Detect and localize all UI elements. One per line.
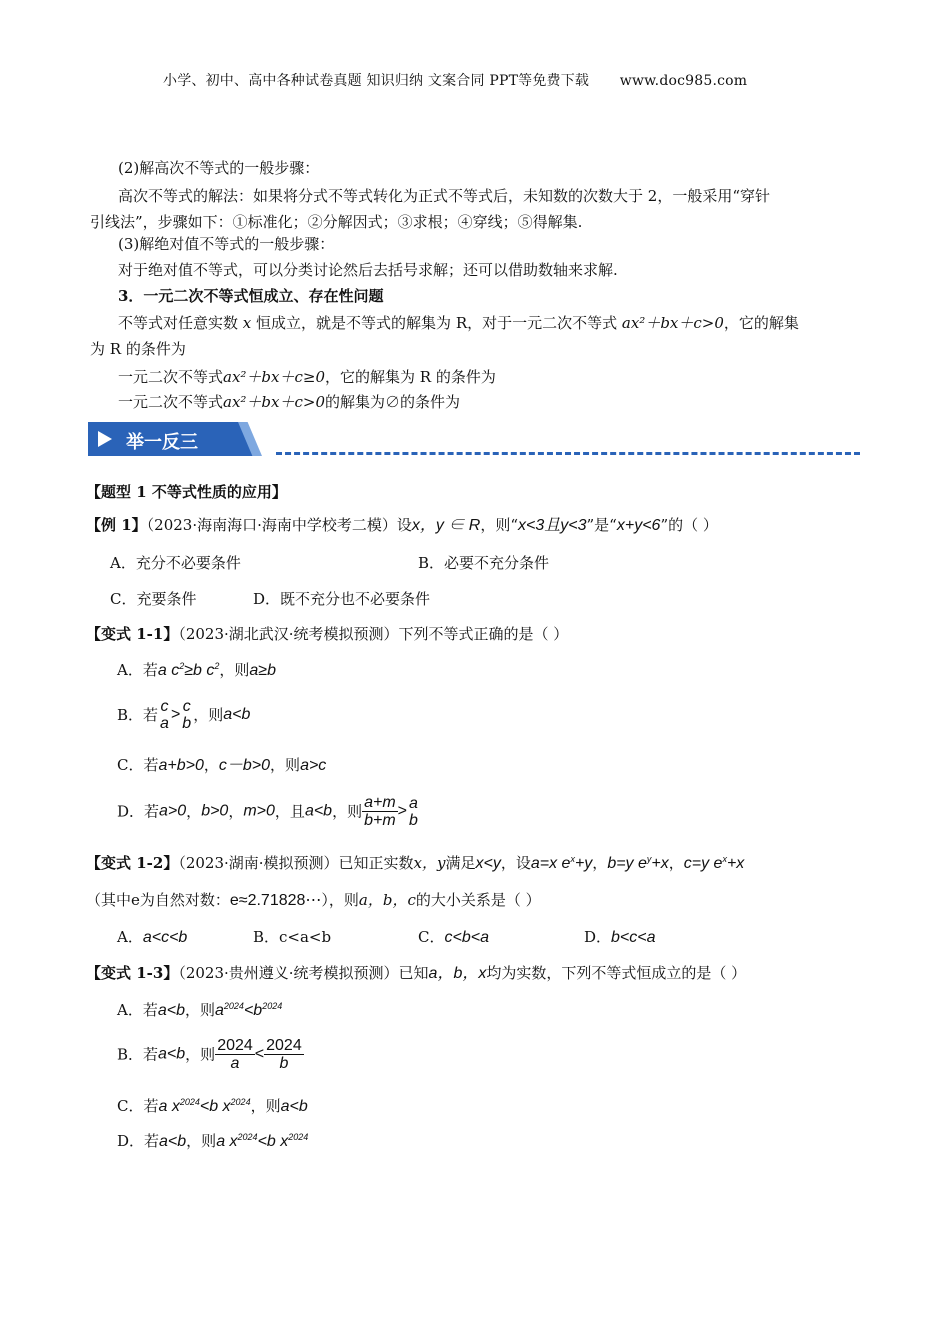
q3-c-expr: c<b<a bbox=[444, 929, 489, 946]
header-url[interactable]: www.doc985.com bbox=[619, 73, 748, 89]
q4-d-label: D．若 bbox=[117, 1132, 160, 1150]
intro-p6-expr: ax²＋bx＋c≥0 bbox=[223, 368, 326, 386]
q4-a-label: A．若 bbox=[117, 1001, 158, 1019]
intro-p5-d: 为 R 的条件为 bbox=[90, 340, 186, 358]
intro-p2a: 高次不等式的解法：如果将分式不等式转化为正式不等式后，未知数的次数大于 2，一般采用“穿针 bbox=[118, 187, 770, 205]
q3-d-label: D． bbox=[584, 928, 612, 946]
q2-d-sep1: ， bbox=[186, 802, 202, 821]
q1-mid: ，则“ bbox=[480, 516, 519, 534]
q3-set: ，设 bbox=[500, 854, 531, 872]
q3-option-b[interactable]: B．c<a<b bbox=[253, 928, 332, 946]
q3-line2-a: （其中e为自然对数： bbox=[86, 891, 230, 909]
q2-a-label: A．若 bbox=[117, 661, 158, 679]
q3-d-expr: b<c<a bbox=[611, 929, 656, 946]
q1-stem bbox=[86, 515, 718, 536]
q2-option-c[interactable] bbox=[117, 755, 326, 776]
q2-c-result: a>c bbox=[300, 757, 327, 774]
intro-p6-b: ，它的解集为 R 的条件为 bbox=[325, 368, 496, 386]
q1-mid2: ”是“ bbox=[586, 516, 617, 534]
q3-option-a[interactable] bbox=[117, 927, 187, 948]
q2-d-frac-right: a b bbox=[409, 794, 418, 829]
section-title: 【题型 1 不等式性质的应用】 bbox=[86, 483, 287, 501]
intro-p4: 对于绝对值不等式，可以分类讨论然后去括号求解；还可以借助数轴来求解. bbox=[118, 261, 618, 279]
q2-d-then: ，则 bbox=[332, 802, 363, 821]
q2-d-frac-left: $\frac{a+m}{b+m}$ bbox=[364, 794, 396, 829]
q3-b-def: b=y $e^y+x$ bbox=[607, 854, 669, 872]
q3-stem-line2 bbox=[86, 890, 541, 911]
q4-c-then: ，则 bbox=[250, 1097, 281, 1115]
q3-cond-expr: x<y bbox=[475, 855, 501, 872]
q2-b-then: ，则 bbox=[193, 706, 224, 724]
q3-xy: x，y bbox=[413, 854, 446, 872]
q2-tag: 【变式 1-1】 bbox=[86, 625, 179, 643]
intro-p5-x: x bbox=[242, 314, 252, 332]
q4-stem bbox=[86, 963, 746, 984]
q2-option-d[interactable]: D．若a>0，b>0，m>0，且a<b，则 $\frac{a+m}{b+m}$ > a b bbox=[117, 794, 418, 829]
q1-cond2: x+y<6 bbox=[616, 517, 661, 534]
q2-b-frac-right: c b bbox=[182, 698, 192, 732]
intro-p6 bbox=[118, 367, 496, 387]
intro-p6-a: 一元二次不等式 bbox=[118, 368, 224, 386]
intro-p7-b: 的解集为∅的条件为 bbox=[325, 393, 461, 411]
q4-d-premise: a<b bbox=[159, 1133, 187, 1150]
q4-b-frac-right: $\frac{2024}{b}$ bbox=[266, 1037, 302, 1072]
q3-a-label: A． bbox=[117, 928, 143, 946]
intro-p5-a: 不等式对任意实数 bbox=[118, 314, 239, 332]
intro-p3: (3)解绝对值不等式的一般步骤： bbox=[118, 235, 335, 253]
q2-c-sep: ， bbox=[203, 756, 219, 774]
intro-p2b: 引线法”，步骤如下：①标准化；②分解因式；③求根；④穿线；⑤得解集. bbox=[90, 213, 583, 231]
q3-stem bbox=[86, 853, 744, 874]
q3-option-d[interactable] bbox=[584, 927, 656, 948]
q4-option-d[interactable] bbox=[117, 1131, 308, 1152]
q4-c-premise: a $x^{2024}<b$ $x^{2024}$ bbox=[158, 1097, 251, 1115]
section-banner bbox=[88, 422, 860, 456]
q3-line2-vars: a，b，c bbox=[358, 891, 416, 909]
q4-b-frac-left: $\frac{2024}{a}$ bbox=[217, 1037, 253, 1072]
intro-heading-3: 3．一元二次不等式恒成立、存在性问题 bbox=[118, 287, 384, 305]
q4-source2: 均为实数，下列不等式恒成立的是（ ） bbox=[486, 964, 747, 982]
q1-vars: x，y ∈ R bbox=[411, 517, 481, 534]
intro-p7 bbox=[118, 392, 460, 412]
q2-c-e1: a+b>0 bbox=[158, 757, 204, 774]
q1-cond1: x<3且y<3 bbox=[518, 517, 587, 534]
banner-label: 举一反三 bbox=[126, 432, 198, 453]
q4-b-premise: a<b bbox=[158, 1045, 186, 1063]
intro-p5 bbox=[118, 313, 799, 333]
q4-a-result: $a^{2024}<b^{2024}$ bbox=[215, 1001, 283, 1019]
intro-p5-expr: ax²＋bx＋c>0 bbox=[621, 314, 724, 332]
page-header bbox=[163, 70, 747, 90]
q3-sep1: ， bbox=[592, 854, 608, 872]
q2-a-then: ，则 bbox=[219, 661, 250, 679]
q4-b-then: ，则 bbox=[185, 1045, 216, 1064]
q4-d-result: a $x^{2024}<b$ $x^{2024}$ bbox=[216, 1132, 309, 1150]
q3-e-value: e≈2.71828⋯ bbox=[229, 892, 322, 909]
q4-option-a[interactable] bbox=[117, 1000, 282, 1021]
q4-option-b[interactable]: B．若a<b，则 $\frac{2024}{a}$ < $\frac{2024}{b}$ bbox=[117, 1037, 302, 1072]
q1-option-a[interactable]: A．充分不必要条件 bbox=[110, 554, 241, 572]
intro-p7-expr: ax²＋bx＋c>0 bbox=[223, 393, 326, 411]
q3-option-c[interactable] bbox=[418, 927, 489, 948]
header-text: 小学、初中、高中各种试卷真题 知识归纳 文案合同 PPT等免费下载 bbox=[163, 73, 590, 89]
q3-a-def: a=x $e^x+y$ bbox=[530, 854, 593, 872]
q4-d-then: ，则 bbox=[186, 1132, 217, 1150]
q4-tag: 【变式 1-3】 bbox=[86, 964, 179, 982]
q4-a-then: ，则 bbox=[184, 1001, 215, 1019]
q4-vars: a，b，x bbox=[428, 965, 487, 982]
q1-option-d[interactable]: D．既不充分也不必要条件 bbox=[253, 590, 431, 608]
q4-option-c[interactable] bbox=[117, 1096, 308, 1117]
q2-option-a[interactable] bbox=[117, 660, 276, 681]
q1-option-c[interactable]: C．充要条件 bbox=[110, 590, 197, 608]
q2-d-e4: a<b bbox=[304, 802, 333, 820]
q1-end: ”的（ ） bbox=[660, 516, 718, 534]
q3-c-label: C． bbox=[418, 928, 445, 946]
q2-source: （2023·湖北武汉·统考模拟预测）下列不等式正确的是（ ） bbox=[178, 625, 569, 643]
q2-d-e3: m>0 bbox=[243, 802, 275, 820]
q2-b-result: a<b bbox=[223, 706, 251, 723]
q2-d-sep2: ， bbox=[228, 802, 244, 821]
q2-d-e1: a>0 bbox=[159, 802, 187, 820]
intro-p7-a: 一元二次不等式 bbox=[118, 393, 224, 411]
q4-b-label: B．若 bbox=[117, 1045, 159, 1064]
intro-p5-b: 恒成立，就是不等式的解集为 R，对于一元二次不等式 bbox=[256, 314, 618, 332]
q1-source: （2023·海南海口·海南中学校考二模）设 bbox=[146, 516, 412, 534]
q3-cond: 满足 bbox=[445, 854, 476, 872]
q1-option-b[interactable]: B．必要不充分条件 bbox=[418, 554, 550, 572]
q3-line2-c: 的大小关系是（ ） bbox=[415, 891, 541, 909]
play-arrow-icon bbox=[98, 431, 112, 447]
q2-a-result: a≥b bbox=[249, 662, 276, 679]
q3-tag: 【变式 1-2】 bbox=[86, 854, 179, 872]
q3-c-def: c=y $e^x+x$ bbox=[683, 854, 745, 872]
q4-a-premise: a<b bbox=[157, 1002, 185, 1019]
q4-c-label: C．若 bbox=[117, 1097, 159, 1115]
q2-b-frac-left: c a bbox=[160, 698, 169, 732]
intro-p1: (2)解高次不等式的一般步骤： bbox=[118, 159, 320, 177]
q3-sep2: ， bbox=[668, 854, 684, 872]
q2-c-then: ，则 bbox=[270, 756, 301, 774]
q3-line2-b: ），则 bbox=[321, 891, 359, 909]
q2-c-e2: c－b>0 bbox=[218, 757, 271, 774]
q2-b-label: B．若 bbox=[117, 706, 159, 724]
q2-a-premise: a $c^2\ge b$ $c^2$ bbox=[157, 661, 220, 679]
q3-a-expr: a<c<b bbox=[142, 929, 188, 946]
q2-option-b[interactable]: B．若 c a > c b ，则a<b bbox=[117, 698, 251, 732]
intro-p5-c: ，它的解集 bbox=[723, 314, 799, 332]
q2-d-label: D．若 bbox=[117, 802, 160, 821]
q2-c-label: C．若 bbox=[117, 756, 159, 774]
q3-source: （2023·湖南·模拟预测）已知正实数 bbox=[178, 854, 414, 872]
q2-d-and: ，且 bbox=[274, 802, 305, 821]
q2-d-e2: b>0 bbox=[201, 802, 229, 820]
q4-source: （2023·贵州遵义·统考模拟预测）已知 bbox=[178, 964, 429, 982]
q4-c-result: a<b bbox=[280, 1098, 308, 1115]
q2-stem bbox=[86, 624, 568, 644]
q1-tag: 【例 1】 bbox=[86, 516, 147, 534]
banner-dashed-line bbox=[276, 452, 860, 455]
